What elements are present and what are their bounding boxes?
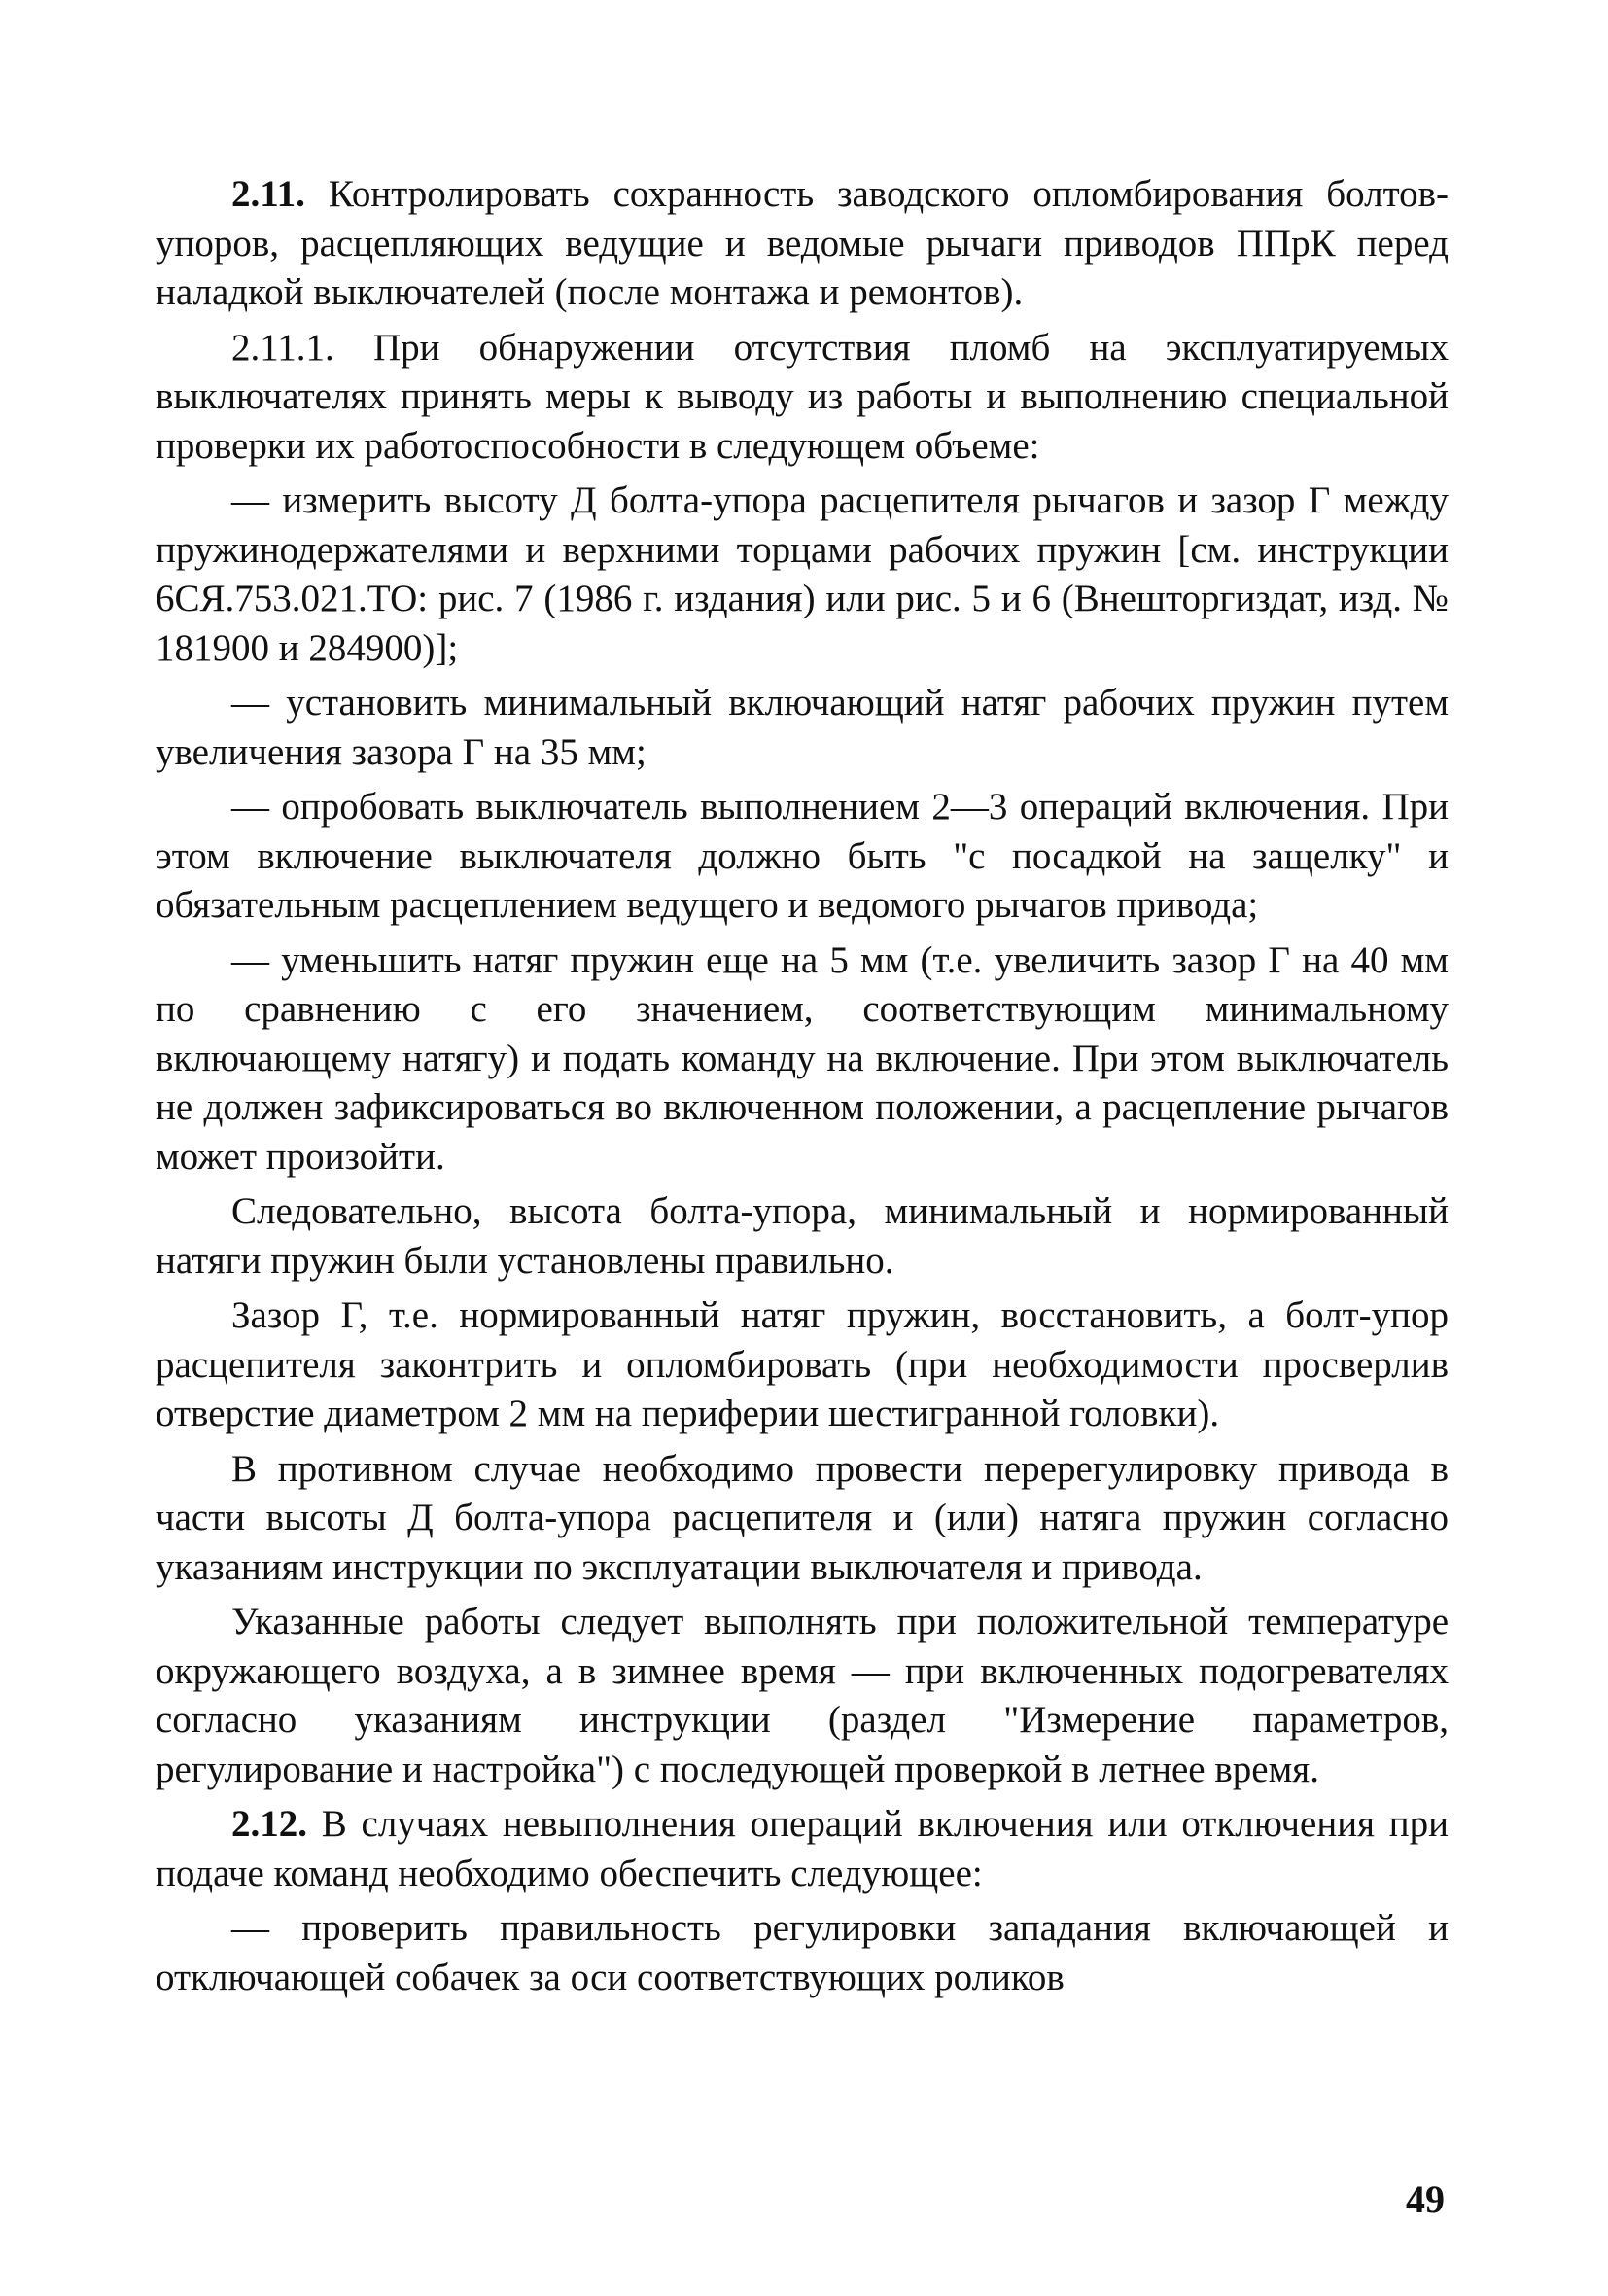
list-item: — установить минимальный включающий натяг рабочих пружин путем увеличения зазора Г на 35 мм; — [156, 682, 1449, 773]
paragraph: Зазор Г, т.е. нормированный натяг пружин, восстановить, а болт-упор расцепителя законтрить и опломбировать (при необходимости просверлив отверстие диаметром 2 мм на периферии шестигранной головки). — [156, 1294, 1449, 1434]
paragraph: Следовательно, высота болта-упора, минимальный и нормированный натяги пружин были установлены правильно. — [156, 1190, 1449, 1282]
section-2-11 — [156, 170, 1449, 318]
section-2-12 — [156, 1800, 1449, 1898]
list-item: — проверить правильность регулировки западания включающей и отключающей собачек за оси соответствующих роликов — [156, 1907, 1449, 1998]
paragraph: В противном случае необходимо провести перерегулировку привода в части высоты Д болта-упора расцепителя и (или) натяга пружин согласно указаниям инструкции по эксплуатации выключателя и привода. — [156, 1447, 1449, 1588]
page-number: 49 — [1406, 2177, 1445, 2221]
list-item: — уменьшить натяг пружин еще на 5 мм (т.е. увеличить зазор Г на 40 мм по сравнению с его значением, соответствующим минимальному включающему натягу) и подать команду на включение. При этом выключатель не должен зафиксироваться во включенном положении, а расцепление рычагов может произойти. — [156, 938, 1449, 1178]
section-text: Контролировать сохранность заводского опломбирования болтов-упоров, расцепляющих ведущие и ведомые рычаги приводов ППрК перед наладкой выключателей (после монтажа и ремонтов). — [156, 173, 1449, 313]
section-number: 2.11.1. — [231, 326, 334, 369]
paragraph: Указанные работы следует выполнять при положительной температуре окружающего воздуха, а в зимнее время — при включенных подогревателях согласно указаниям инструкции (раздел "Измерение параметров, регулирование и настройка") с последующей проверкой в летнее время. — [156, 1601, 1449, 1790]
section-text: При обнаружении отсутствия пломб на эксплуатируемых выключателях принять меры к выводу из работы и выполнению специальной проверки их работоспособности в следующем объеме: — [156, 326, 1450, 467]
list-item: — опробовать выключатель выполнением 2—3 операций включения. При этом включение выключателя должно быть "с посадкой на защелку" и обязательным расцеплением ведущего и ведомого рычагов привода; — [156, 786, 1449, 926]
section-number: 2.12. — [231, 1803, 307, 1845]
document-body — [156, 170, 1449, 2008]
section-number: 2.11. — [231, 173, 305, 215]
list-item: — измерить высоту Д болта-упора расцепителя рычагов и зазор Г между пружинодержателями и верхними торцами рабочих пружин [см. инструкции 6СЯ.753.021.ТО: рис. 7 (1986 г. издания) или рис. 5 и 6 (Внешторгиздат, изд. № 181900 и 284900)]; — [156, 479, 1449, 669]
section-text: В случаях невыполнения операций включения или отключения при подаче команд необходимо обеспечить следующее: — [156, 1803, 1450, 1894]
section-2-11-1 — [156, 324, 1449, 472]
